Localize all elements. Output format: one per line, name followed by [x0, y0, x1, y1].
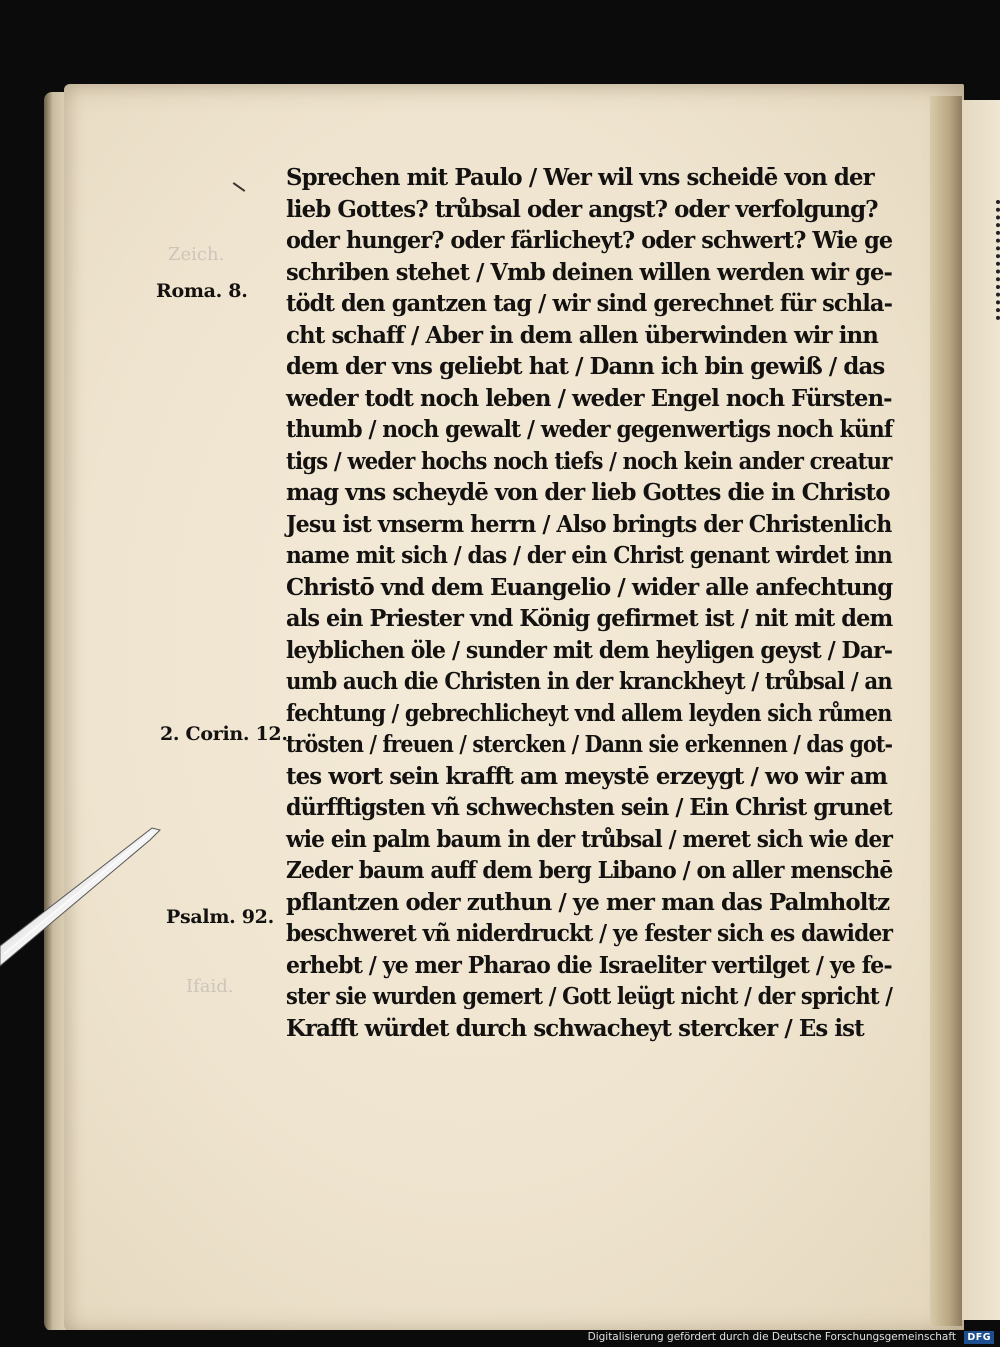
text-line: tödt den gantzen tag / wir sind gerechnet für schla- — [286, 290, 893, 317]
text-line: beschweret vñ niderdruckt / ye fester sich es dawider — [286, 920, 893, 947]
facing-page-edge — [962, 100, 1000, 1320]
text-line: Jesu ist vnserm herrn / Also bringts der Christenlich — [286, 510, 892, 538]
text-line: cht schaff / Aber in dem allen überwinden wir inn — [286, 321, 878, 349]
bleed-through-text-bottom: Ifaid. — [186, 976, 234, 997]
body-text — [286, 162, 896, 1044]
text-line: lieb Gottes? trůbsal oder angst? oder verfolgung? — [286, 195, 878, 223]
text-line: fechtung / gebrechlicheyt vnd allem leyden sich růmen — [286, 699, 892, 727]
bleed-through-text-top: Zeich. — [168, 244, 225, 265]
text-line: wie ein palm baum in der trůbsal / meret sich wie der — [286, 825, 893, 853]
text-line: mag vns scheydē von der lieb Gottes die in Christo — [286, 479, 890, 506]
text-line: thumb / noch gewalt / weder gegenwertigs noch künf — [286, 416, 893, 443]
text-line: tes wort sein krafft am meystē erzeygt / wo wir am — [286, 762, 888, 790]
text-line: ster sie wurden gemert / Gott leügt nicht / der spricht / — [286, 983, 893, 1010]
text-line: Christō vnd dem Euangelio / wider alle anfechtung — [286, 573, 893, 601]
book-gutter — [930, 96, 962, 1326]
text-line: dem der vns geliebt hat / Dann ich bin gewiß / das — [286, 353, 885, 380]
text-line: als ein Priester vnd König gefirmet ist / nit mit dem — [286, 605, 893, 632]
facing-page-print-mark — [992, 200, 1000, 320]
text-line: Zeder baum auff dem berg Libano / on aller menschē — [286, 857, 893, 884]
text-line: dürfftigsten vñ schwechsten sein / Ein Christ grunet — [286, 794, 892, 821]
text-line: Sprechen mit Paulo / Wer wil vns scheidē von der — [286, 164, 874, 191]
marginal-note-psalm: Psalm. 92. — [166, 906, 274, 928]
dfg-logo: DFG — [964, 1331, 994, 1344]
pointer-stick-icon — [0, 818, 180, 978]
footer-credit: Digitalisierung gefördert durch die Deutsche Forschungsgemeinschaft — [587, 1331, 956, 1343]
text-line: schriben stehet / Vmb deinen willen werden wir ge- — [286, 258, 892, 286]
text-line: oder hunger? oder färlicheyt? oder schwert? Wie ge — [286, 227, 893, 254]
text-line: pflantzen oder zuthun / ye mer man das Palmholtz — [286, 888, 890, 916]
text-line: Krafft würdet durch schwacheyt stercker / Es ist — [286, 1014, 864, 1042]
text-line: leyblichen öle / sunder mit dem heyligen geyst / Dar- — [286, 636, 893, 664]
marginal-note-roma: Roma. 8. — [156, 280, 248, 302]
marginal-note-corinth: 2. Corin. 12. — [160, 723, 288, 745]
text-line: tigs / weder hochs noch tiefs / noch kein ander creatur — [286, 447, 892, 475]
text-line: erhebt / ye mer Pharao die Israeliter vertilget / ye fe- — [286, 951, 892, 979]
text-line: name mit sich / das / der ein Christ genant wirdet inn — [286, 542, 892, 569]
text-line: umb auch die Christen in der kranckheyt / trůbsal / an — [286, 668, 892, 695]
text-line: weder todt noch leben / weder Engel noch Fürsten- — [286, 384, 892, 412]
text-line: trösten / freuen / stercken / Dann sie erkennen / das got- — [286, 731, 893, 758]
